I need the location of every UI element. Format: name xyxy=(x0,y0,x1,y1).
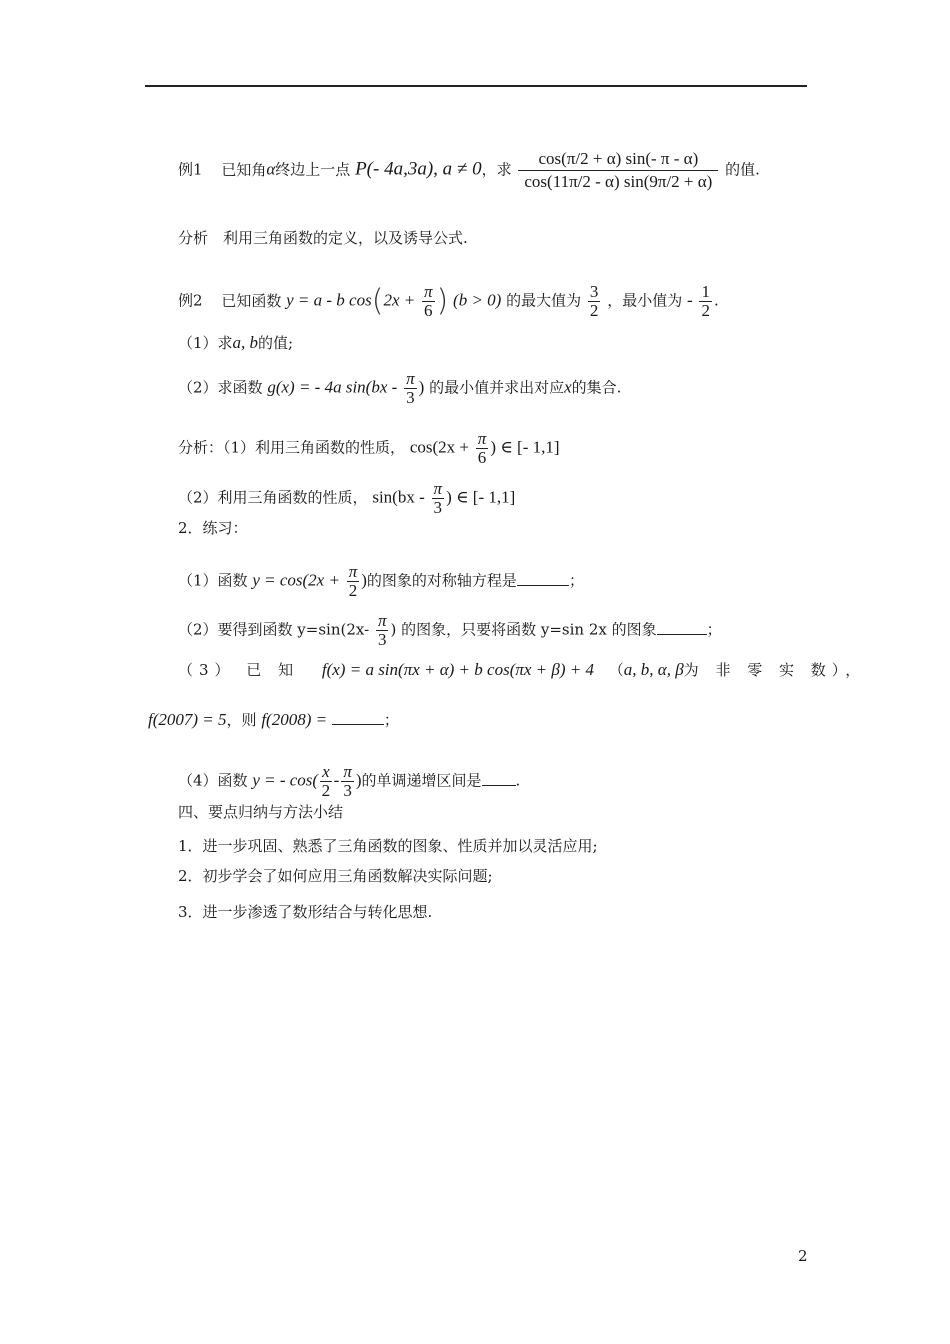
close-paren: ) xyxy=(418,377,425,397)
practice-2 xyxy=(178,612,722,649)
pi-over-6 xyxy=(476,430,489,467)
example-2-formula-a: y = a - b cos xyxy=(286,290,372,310)
minus-sign: - xyxy=(333,770,340,790)
analysis-2b xyxy=(178,480,515,517)
example-2-text-c: ，最小值为 xyxy=(607,291,683,310)
practice-4-text: （4）函数 xyxy=(178,771,248,790)
fraction-denominator: 2 xyxy=(589,301,599,320)
close-paren: ) xyxy=(355,770,362,790)
practice-2-text: （2）要得到函数 y=sin(2x- xyxy=(178,620,370,639)
summary-item-3: 3．进一步渗透了数形结合与转化思想. xyxy=(178,903,433,921)
practice-1-end: ； xyxy=(568,571,584,590)
variable-x: x xyxy=(564,377,572,397)
example-1-text-d: 的值. xyxy=(725,160,760,179)
f2008-expression: f(2008) = xyxy=(261,710,328,729)
fraction-numerator: x xyxy=(322,762,330,781)
example-1-text-c: ，求 xyxy=(481,160,512,179)
question-2-text-b: 的最小值并求出对应 xyxy=(429,378,565,397)
question-1 xyxy=(178,333,293,353)
question-2-end: 的集合. xyxy=(571,378,622,397)
example-2-text-b: 的最大值为 xyxy=(506,291,582,310)
pi-over-3 xyxy=(432,480,445,517)
example-2-end: . xyxy=(713,291,719,310)
fraction-denominator: 3 xyxy=(377,630,387,649)
fraction-numerator: 3 xyxy=(589,282,599,301)
f2007-condition: f(2007) = 5 xyxy=(148,710,227,729)
fraction-numerator: π xyxy=(477,429,487,448)
example-2-text-a: 已知函数 xyxy=(221,291,282,310)
analysis-2b-formula: sin(bx - xyxy=(372,487,425,507)
fraction-numerator: π xyxy=(377,611,387,630)
analysis-2a xyxy=(178,430,560,467)
example-2-formula-b: 2x + xyxy=(383,290,416,310)
pi-over-6 xyxy=(422,283,435,320)
example-1-fraction xyxy=(518,148,718,193)
left-paren: ( xyxy=(371,283,384,319)
page-number: 2 xyxy=(798,1247,808,1265)
example-1-text-a: 已知角 xyxy=(221,160,267,179)
question-1-end: 的值; xyxy=(258,334,294,352)
pi-over-2 xyxy=(347,563,360,600)
pi-over-3 xyxy=(376,612,389,649)
fraction-numerator: π xyxy=(433,479,443,498)
analysis-2a-range: ) ∈ [- 1,1] xyxy=(490,437,560,457)
example-2-label: 例2 xyxy=(178,291,203,310)
example-1 xyxy=(178,148,760,193)
fraction-denominator: 3 xyxy=(433,498,443,517)
analysis-2b-range: ) ∈ [- 1,1] xyxy=(446,487,516,507)
alpha-symbol: α xyxy=(266,159,276,179)
fraction-numerator: π xyxy=(424,282,433,301)
close-paren: ) xyxy=(361,570,367,590)
practice-4-formula: y = - cos( xyxy=(252,770,319,790)
question-2 xyxy=(178,370,621,407)
practice-2-end: ； xyxy=(706,620,722,639)
practice-3-cont xyxy=(148,710,399,730)
practice-3 xyxy=(178,660,866,680)
practice-4-text-b: 的单调递增区间是 xyxy=(361,771,482,790)
fraction-numerator: π xyxy=(343,762,352,781)
practice-3-text-d: ，则 xyxy=(226,711,257,729)
analysis-2b-text: （2）利用三角函数的性质， xyxy=(178,488,368,507)
practice-1 xyxy=(178,563,584,600)
practice-3-text: （3） 已 知 xyxy=(178,661,300,679)
right-paren: ) xyxy=(436,283,449,319)
summary-title: 四、要点归纳与方法小结 xyxy=(178,803,344,821)
summary-item-2: 2．初步学会了如何应用三角函数解决实际问题; xyxy=(178,867,493,885)
header-rule xyxy=(145,85,807,87)
analysis-2a-text: 分析：（1）利用三角函数的性质， xyxy=(178,438,406,457)
summary-item-1: 1．进一步巩固、熟悉了三角函数的图象、性质并加以灵活应用; xyxy=(178,837,598,855)
fraction-denominator: cos(11π/2 - α) sin(9π/2 + α) xyxy=(524,172,713,191)
practice-3-end: ； xyxy=(383,711,399,729)
answer-blank[interactable] xyxy=(482,771,516,786)
fraction-numerator: 1 xyxy=(701,282,710,301)
fraction-denominator: 3 xyxy=(406,388,415,407)
pi-over-3 xyxy=(341,763,354,800)
x-over-2 xyxy=(320,763,332,800)
practice-title: 2．练习： xyxy=(178,519,248,537)
fraction-denominator: 2 xyxy=(701,301,710,320)
analysis-2a-formula: cos(2x + xyxy=(409,437,469,457)
practice-1-text: （1）函数 xyxy=(178,571,248,590)
practice-3-text-c: 为 非 零 实 数）， xyxy=(683,661,867,679)
fraction-denominator: 2 xyxy=(321,781,331,800)
fraction-numerator: π xyxy=(406,369,415,388)
answer-blank[interactable] xyxy=(657,620,707,635)
minus-sign: - xyxy=(686,290,693,310)
answer-blank[interactable] xyxy=(517,571,569,586)
point-formula: P(- 4a,3a), a ≠ 0 xyxy=(355,158,482,180)
question-2-text: （2）求函数 xyxy=(178,378,263,397)
practice-3-vars: a, b, α, β xyxy=(623,660,684,679)
max-fraction xyxy=(588,283,601,320)
question-2-formula: g(x) = - 4a sin(bx - xyxy=(267,377,398,397)
practice-1-text-b: 的图象的对称轴方程是 xyxy=(366,571,517,590)
practice-3-formula: f(x) = a sin(πx + α) + b cos(πx + β) + 4 xyxy=(321,660,594,679)
answer-blank[interactable] xyxy=(332,710,384,725)
fraction-numerator: cos(π/2 + α) sin(- π - α) xyxy=(518,148,718,171)
condition: (b > 0) xyxy=(453,290,502,310)
practice-4 xyxy=(178,763,520,800)
analysis-1: 分析 利用三角函数的定义，以及诱导公式. xyxy=(178,229,468,247)
example-1-label: 例1 xyxy=(178,160,203,179)
fraction-denominator: 2 xyxy=(348,581,358,600)
practice-1-formula: y = cos(2x + xyxy=(252,570,340,590)
question-1-text: （1）求 xyxy=(178,334,233,352)
pi-over-3 xyxy=(404,370,417,407)
min-fraction xyxy=(699,283,712,320)
practice-4-end: . xyxy=(515,771,521,790)
example-2 xyxy=(178,283,719,320)
question-1-vars: a, b xyxy=(232,333,259,352)
practice-2-text-b: ) 的图象，只要将函数 y=sin 2x 的图象 xyxy=(390,620,657,639)
fraction-denominator: 6 xyxy=(424,301,433,320)
example-1-text-b: 终边上一点 xyxy=(275,160,351,179)
fraction-denominator: 6 xyxy=(477,448,487,467)
open-paren: （ xyxy=(608,661,624,679)
fraction-numerator: π xyxy=(348,562,358,581)
fraction-denominator: 3 xyxy=(343,781,352,800)
